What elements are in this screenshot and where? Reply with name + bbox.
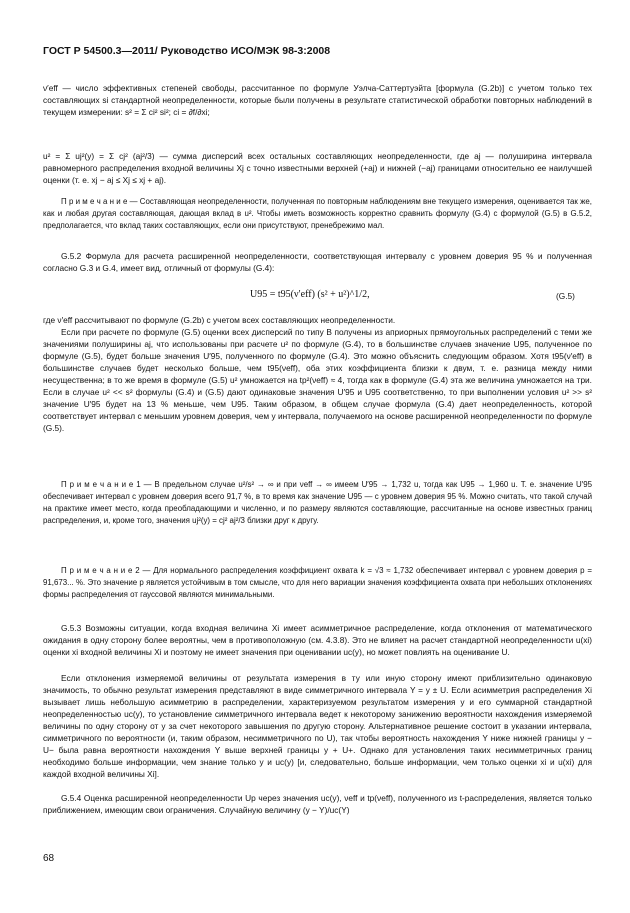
paragraph-asymmetry: Если отклонения измеряемой величины от результата измерения в ту или иную сторону имеют приблизительно одинаковую значимость, то обычно результат измерения представляют в виде симметричного интервала Y = y ± U. Если асимметрия распределения Xi вызывает лишь небольшую асимметрию в распределении, характеризуемом результатом измерения y и его суммарной стандартной неопределенностью uc(y), то установление симметричного интервала ведет к некоторому занижению вероятности нахождения измеряемой величины по одну сторону от y за счет некоторого завышения по другую сторону. Альтернативное решение состоит в указании интервала, симметричного по вероятности (и, таким образом, несимметричного по U), так чтобы вероятность нахождения Y ниже нижней границы y − U− была равна вероятности нахождения Y выше верхней границы y + U+. Однако для установления таких несимметричных границ необходимо больше информации, чем знание только y и uc(y) [и, следовательно, больше информации, чем только оценки xi и u(xi) для каждой входной величины Xi]. xyxy=(43,673,592,779)
page-header: ГОСТ Р 54500.3—2011/ Руководство ИСО/МЭК 98-3:2008 xyxy=(43,45,331,57)
formula-number-g5: (G.5) xyxy=(556,291,575,301)
paragraph-g52: G.5.2 Формула для расчета расширенной неопределенности, соответствующая интервалу с уровнем доверия 95 % и полученная согласно G.3 и G.4, имеет вид, отличный от формулы (G.4): xyxy=(43,251,592,273)
note-2-paragraph: П р и м е ч а н и е 2 — Для нормального распределения коэффициент охвата k = √3 ≈ 1,732 обеспечивает интервал с уровнем доверия p = 91,673... %. Это значение p является устойчивым в том смысле, что для него вариации значения коэффициента охвата при небольших отклонениях формы распределения от гауссовой являются минимальными. xyxy=(43,566,592,599)
note-paragraph: П р и м е ч а н и е — Составляющая неопределенности, полученная по повторным наблюдениям вне текущего измерения, оценивается так же, как и любая другая составляющая, дающая вклад в u². Чтобы иметь возможность корректно сравнить формулу (G.4) с формулой (G.5) в G.5.2, предполагается, что вклад таких составляющих, если они присутствуют, пренебрежимо мал. xyxy=(43,197,592,230)
paragraph-u-squared: u² = Σ uj²(y) = Σ cj² (aj²/3) — сумма дисперсий всех остальных составляющих неопределенности, где aj — полуширина интервала равномерного распределения входной величины Xj с точно известными верхней (+aj) и нижней (−aj) границами относительно ее наилучшей оценки (т. е. xj − aj ≤ Xj ≤ xj + aj). xyxy=(43,151,592,185)
paragraph-g53: G.5.3 Возможны ситуации, когда входная величина Xi имеет асимметричное распределение, когда отклонения от математического ожидания в одну сторону более вероятны, чем в противоположную (см. 4.3.8). Это не влияет на расчет стандартной неопределенности u(xi) оценки xi входной величины Xi и поэтому не имеет значения при оценивании uc(y), но может повлиять на оценивание U. xyxy=(43,623,592,657)
paragraph-g54: G.5.4 Оценка расширенной неопределенности Up через значения uc(y), νeff и tp(νeff), полученного из t-распределения, является только приближением, имеющим свои ограничения. Случайную величину (y − Y)/uc(Y) xyxy=(43,793,592,815)
page-number: 68 xyxy=(43,853,55,864)
paragraph-where: где ν′eff рассчитывают по формуле (G.2b) с учетом всех составляющих неопределенности. xyxy=(43,315,396,325)
paragraph-comparison: Если при расчете по формуле (G.5) оценки всех дисперсий по типу B получены из априорных прямоугольных распределений с теми же значениями полуширины aj, что использованы при расчете u² по формуле (G.4), то в большинстве случаев значение U95, полученное по формуле (G.5), будет больше значения U′95, полученного по формуле (G.4). Это можно объяснить следующим образом. Хотя t95(ν′eff) в большинстве случаев будет несколько больше, чем t95(νeff), оба этих коэффициента близки к двум, т. е. разница между ними несущественна; в то же время в формуле (G.5) u² умножается на tp²(νeff) ≈ 4, тогда как в формуле (G.4) эта же величина умножается на три. Если в случае u² << s² формулы (G.4) и (G.5) дают одинаковые значения U′95 и U95 соответственно, то при выполнении условия u² >> s² значение U′95 будет на 13 % меньше, чем U95. Таким образом, в общем случае формула (G.4) дает неопределенность, которой соответствует интервал с меньшим уровнем доверия, чем у интервала, получаемого на основе расширенной неопределенности по формуле (G.5). xyxy=(43,327,592,433)
note-1-paragraph: П р и м е ч а н и е 1 — В предельном случае u²/s² → ∞ и при νeff → ∞ имеем U′95 → 1,732 u, тогда как U95 → 1,960 u. Т. е. значение U′95 обеспечивает интервал с уровнем доверия всего 91,7 %, в то время как значение U95 — с уровнем доверия 95 %. Можно считать, что такой случай на практике имеет место, когда преобладающими и численно, и по размеру являются составляющие, рассчитанные на основе известных границ распределения, и, кроме того, значения uj²(y) = cj² aj²/3 близки друг к другу. xyxy=(43,480,592,525)
paragraph-nu-eff: ν′eff — число эффективных степеней свободы, рассчитанное по формуле Уэлча-Саттертуэйта [формула (G.2b)] с учетом только тех составляющих si стандартной неопределенности, которые были получены в результате статистической обработки повторных наблюдений в текущем измерении: s² = Σ ci² si²; ci = ∂f/∂xi; xyxy=(43,83,592,117)
formula-g5: U95 = t95(ν′eff) (s² + u²)^1/2, xyxy=(250,289,370,300)
